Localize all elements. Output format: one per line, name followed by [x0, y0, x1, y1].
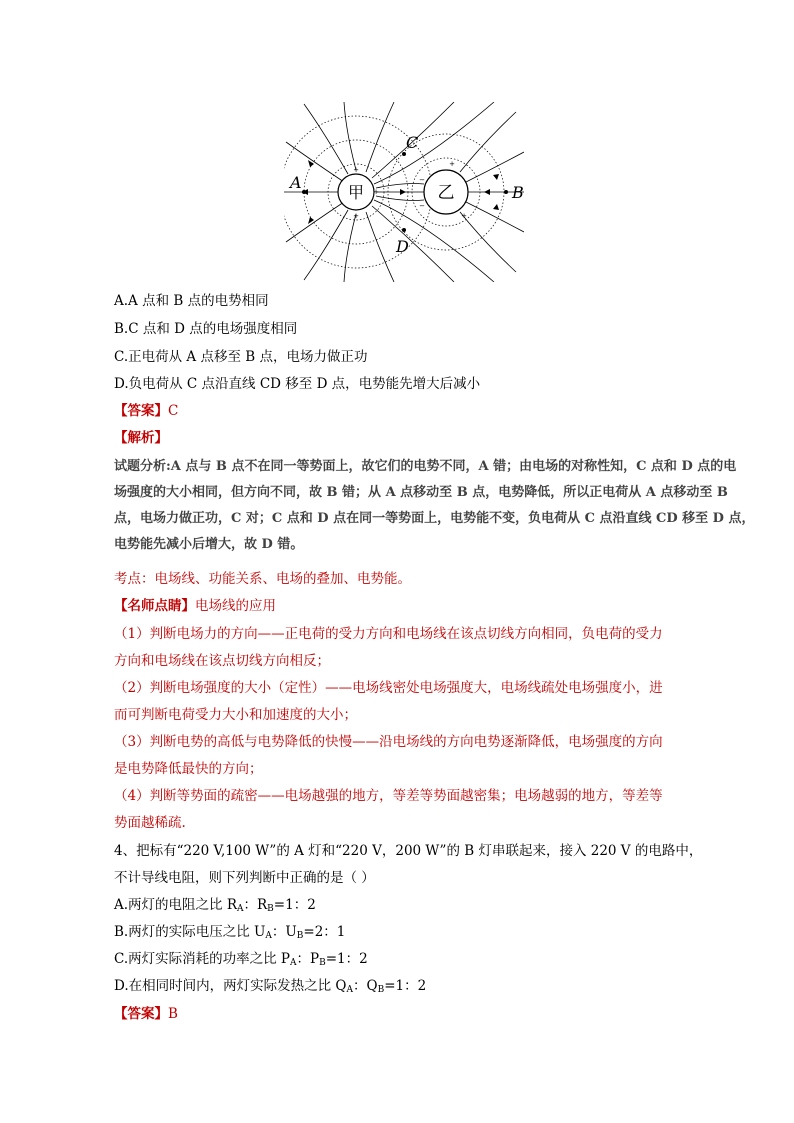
charge-right-label: 乙 [437, 183, 455, 203]
plus-sign: + [449, 160, 455, 168]
subscript: A [265, 931, 272, 941]
q4-stem-2: 不计导线电阻，则下列判断中正确的是（ ） [114, 870, 375, 886]
tip-3a: （3）判断电势的高低与电势降低的快慢——沿电场线的方向电势逐渐降低，电场强度的方向 [114, 734, 663, 750]
plus-sign: + [461, 212, 467, 220]
text: B.两灯的实际电压之比 U [114, 924, 266, 940]
text: D.在相同时间内，两灯实际发热之比 Q [114, 978, 347, 994]
plus-sign: + [353, 166, 359, 174]
tip-2b: 而可判断电荷受力大小和加速度的大小； [114, 707, 357, 723]
text: =1：2 [384, 978, 427, 994]
analysis-line-4: 电势能先减小后增大，故 D 错。 [114, 537, 304, 552]
electric-field-figure [284, 102, 524, 282]
analysis-line-2: 场强度的大小相同，但方向不同，故 B 错；从 A 点移动至 B 点，电势降低，所以正电荷从 A 点移动至 B [114, 485, 728, 500]
charge-left-label: 甲 [347, 183, 365, 202]
text: ：R [243, 897, 268, 913]
tip-1b: 方向和电场线在该点切线方向相反； [114, 653, 330, 669]
mingshi-tag: 【名师点睛】 [114, 598, 195, 614]
q3-option-c: C.正电荷从 A 点移至 B 点，电场力做正功 [114, 349, 368, 365]
tip-1a: （1）判断电场力的方向——正电荷的受力方向和电场线在该点切线方向相同，负电荷的受力 [114, 626, 663, 642]
q4-option-a [114, 895, 316, 919]
point-b [504, 190, 508, 194]
subscript: B [319, 958, 326, 968]
subscript: B [377, 985, 385, 995]
answer-tag: 【答案】 [114, 1006, 168, 1022]
text: A.两灯的电阻之比 R [114, 897, 237, 913]
mingshi-heading [114, 596, 276, 616]
subscript: A [346, 985, 353, 995]
minus-sign: − [419, 176, 425, 184]
q4-option-b [114, 922, 345, 946]
analysis-tag: 【解析】 [114, 430, 168, 446]
label-a: A [290, 173, 302, 192]
tip-3b: 是电势降低最快的方向； [114, 761, 263, 777]
point-c [402, 152, 406, 156]
answer-tag: 【答案】 [114, 403, 168, 419]
minus-sign: − [419, 202, 425, 210]
analysis-line-1: 试题分析:A 点与 B 点不在同一等势面上，故它们的电势不同，A 错；由电场的对称性知，C 点和 D 点的电 [114, 459, 737, 474]
q3-option-b: B.C 点和 D 点的电场强度相同 [114, 321, 298, 337]
point-d [402, 228, 406, 232]
q3-answer [114, 401, 178, 421]
q3-option-d: D.负电荷从 C 点沿直线 CD 移至 D 点，电势能先增大后减小 [114, 376, 481, 392]
text: =2：1 [303, 924, 346, 940]
analysis-line-3: 点，电场力做正功，C 对；C 点和 D 点在同一等势面上，电势能不变，负电荷从 C 点沿直线 CD 移至 D 点， [114, 511, 755, 526]
text: ：U [271, 924, 297, 940]
label-c: C [406, 133, 419, 152]
point-a [302, 190, 306, 194]
tip-4b: 势面越稀疏. [114, 815, 186, 831]
answer-value: C [168, 403, 179, 419]
text: =1：2 [325, 951, 368, 967]
tip-2a: （2）判断电场强度的大小（定性）——电场线密处电场强度大，电场线疏处电场强度小，进 [114, 680, 663, 696]
tip-4a: （4）判断等势面的疏密——电场越强的地方，等差等势面越密集；电场越弱的地方，等差等 [114, 788, 663, 804]
subscript: A [290, 958, 297, 968]
plus-sign: + [373, 188, 379, 196]
label-b: B [512, 183, 524, 202]
q4-answer [114, 1004, 178, 1024]
subscript: B [267, 904, 274, 914]
text: ：Q [353, 978, 378, 994]
q3-option-a: A.A 点和 B 点的电势相同 [114, 293, 269, 309]
kaodian: 考点：电场线、功能关系、电场的叠加、电势能。 [114, 571, 411, 587]
q4-option-d [114, 976, 426, 1000]
text: ：P [296, 951, 320, 967]
answer-value: B [168, 1006, 178, 1022]
subscript: B [296, 931, 304, 941]
plus-sign: + [353, 212, 359, 220]
q4-stem-1: 4、把标有“220 V,100 W”的 A 灯和“220 V，200 W”的 B 灯串联起来，接入 220 V 的电路中， [114, 843, 703, 859]
q4-option-c [114, 949, 368, 973]
label-d: D [396, 237, 409, 256]
mingshi-title: 电场线的应用 [195, 598, 276, 614]
text: =1：2 [273, 897, 316, 913]
subscript: A [237, 904, 244, 914]
text: C.两灯实际消耗的功率之比 P [114, 951, 291, 967]
